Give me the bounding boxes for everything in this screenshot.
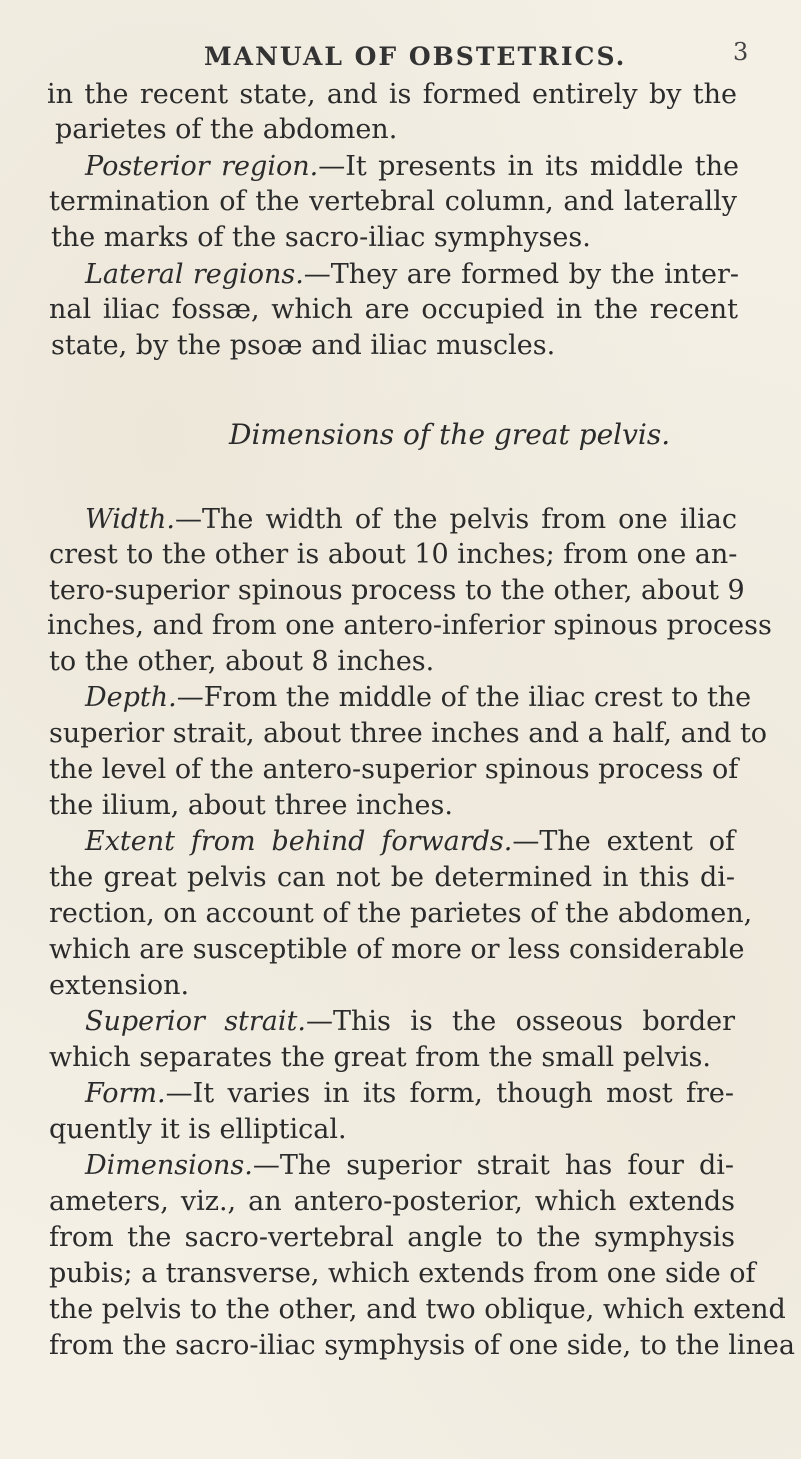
text-line: nal iliac fossæ, which are occupied in the recent xyxy=(49,294,738,325)
paragraph-text: —The superior strait has four di- xyxy=(252,1150,734,1181)
text-line: parietes of the abdomen. xyxy=(55,114,398,145)
paragraph-label: Extent from behind forwards. xyxy=(85,826,513,857)
page-header xyxy=(0,36,801,76)
text-line: which separates the great from the small pelvis. xyxy=(49,1042,711,1073)
paragraph-label: Lateral regions. xyxy=(85,259,304,290)
text-line: the great pelvis can not be determined in this di- xyxy=(49,862,735,893)
text-line: quently it is elliptical. xyxy=(49,1114,347,1145)
text-line xyxy=(85,1005,735,1039)
text-line: state, by the psoæ and iliac muscles. xyxy=(51,330,556,361)
paragraph-text: —It presents in its middle the xyxy=(318,151,739,182)
paragraph-label: Dimensions. xyxy=(85,1150,253,1181)
paragraph-label: Superior strait. xyxy=(85,1006,306,1037)
paragraph-label: Width. xyxy=(85,504,176,535)
text-line xyxy=(85,258,739,292)
text-line: from the sacro-vertebral angle to the symphysis xyxy=(49,1222,735,1253)
text-line: the pelvis to the other, and two oblique, which extend xyxy=(49,1294,786,1325)
text-line xyxy=(85,681,752,715)
text-line xyxy=(85,825,735,859)
paragraph-text: —The extent of xyxy=(512,826,735,857)
text-line: from the sacro-iliac symphysis of one side, to the linea xyxy=(49,1330,795,1361)
text-line: inches, and from one antero-inferior spinous process xyxy=(47,610,772,641)
text-line xyxy=(85,503,737,537)
text-line: the ilium, about three inches. xyxy=(49,790,453,821)
text-line: to the other, about 8 inches. xyxy=(49,646,435,677)
paragraph-label: Form. xyxy=(85,1078,166,1109)
paragraph-text: —The width of the pelvis from one iliac xyxy=(175,504,737,535)
text-line xyxy=(85,1149,734,1183)
text-line: ameters, viz., an antero-posterior, which extends xyxy=(49,1186,735,1217)
paragraph-text: —This is the osseous border xyxy=(305,1006,735,1037)
text-line: tero-superior spinous process to the other, about 9 xyxy=(49,575,745,606)
paragraph-label: Depth. xyxy=(85,682,177,713)
paragraph-text: —From the middle of the iliac crest to the xyxy=(176,682,752,713)
text-line xyxy=(85,150,739,184)
text-line: termination of the vertebral column, and laterally xyxy=(49,186,737,217)
paragraph-text: —They are formed by the inter- xyxy=(303,259,740,290)
text-line xyxy=(85,1077,734,1111)
paragraph-text: —It varies in its form, though most fre- xyxy=(165,1078,734,1109)
text-line: rection, on account of the parietes of the abdomen, xyxy=(49,898,753,929)
text-line: the marks of the sacro-iliac symphyses. xyxy=(51,222,591,253)
section-heading: Dimensions of the great pelvis. xyxy=(229,418,671,451)
text-line: superior strait, about three inches and a half, and to xyxy=(49,718,768,749)
text-line: in the recent state, and is formed entirely by the xyxy=(47,79,737,110)
text-line: the level of the antero-superior spinous process of xyxy=(49,754,739,785)
text-line: crest to the other is about 10 inches; from one an- xyxy=(49,539,738,570)
text-line: pubis; a transverse, which extends from one side of xyxy=(49,1258,756,1289)
text-line: which are susceptible of more or less considerable xyxy=(49,934,745,965)
running-title: MANUAL OF OBSTETRICS. xyxy=(204,42,627,71)
paragraph-label: Posterior region. xyxy=(85,151,319,182)
page-number: 3 xyxy=(733,38,749,66)
text-line: extension. xyxy=(49,970,190,1001)
